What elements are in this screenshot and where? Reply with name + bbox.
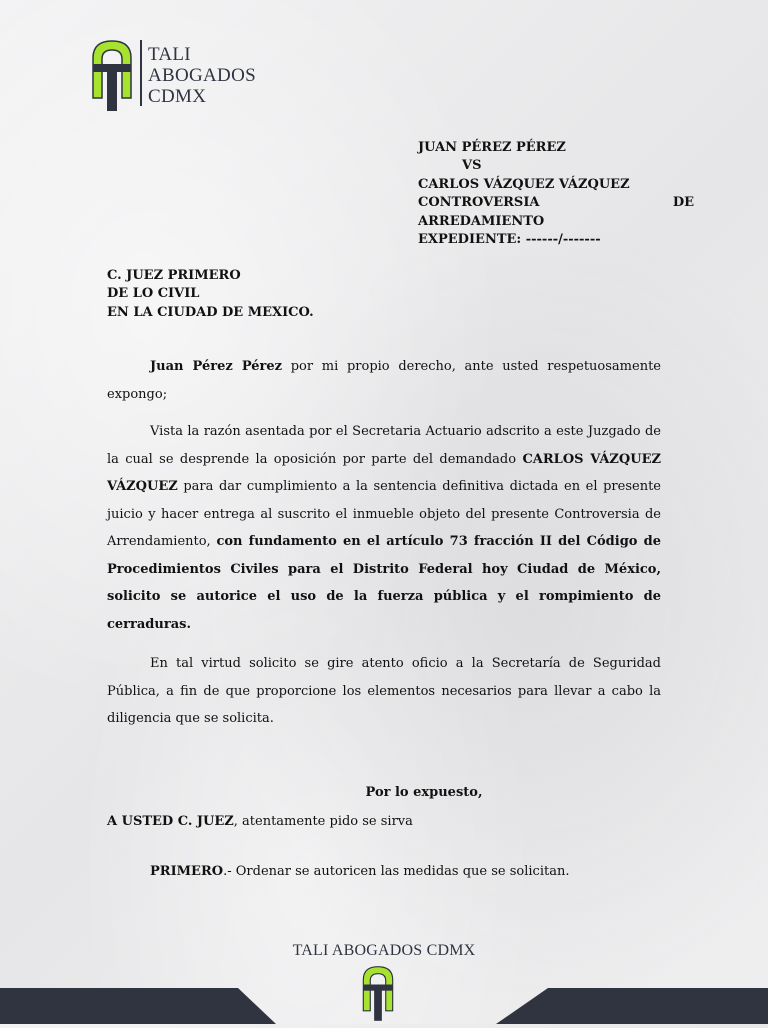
request-defendant: CARLOS VÁZQUEZ VÁZQUEZ bbox=[107, 451, 661, 494]
versus-label: VS bbox=[462, 158, 482, 174]
letterhead-line-2: ABOGADOS bbox=[148, 65, 256, 86]
letterhead-divider bbox=[140, 40, 142, 106]
document-body bbox=[107, 353, 661, 733]
closing-primero bbox=[107, 864, 661, 879]
paragraph-intro bbox=[107, 353, 661, 408]
closing bbox=[107, 785, 661, 879]
addressee bbox=[107, 267, 314, 322]
plaintiff-name: JUAN PÉREZ PÉREZ bbox=[418, 140, 566, 155]
primero-label: PRIMERO bbox=[150, 864, 224, 879]
request-text-a: Vista la razón asentada por el Secretaria Actuario adscrito a este Juzgado de la cual se desprende la oposición por parte del demandado bbox=[107, 424, 661, 467]
case-parties bbox=[418, 139, 694, 249]
closing-expuesto: Por lo expuesto, bbox=[365, 785, 483, 800]
closing-petition-text: , atentamente pido se sirva bbox=[233, 814, 413, 829]
request-legal-basis: con fundamento en el artículo 73 fracción II del Código de Procedimientos Civiles para el Distrito Federal hoy Ciudad de México, solicito se autorice el uso de la fuerza pública y el rompimiento de cerraduras. bbox=[107, 534, 661, 632]
letterhead-line-3: CDMX bbox=[148, 86, 207, 107]
defendant-name: CARLOS VÁZQUEZ VÁZQUEZ bbox=[418, 176, 630, 192]
addressee-line-2: DE LO CIVIL bbox=[107, 286, 200, 302]
closing-judge: A USTED C. JUEZ bbox=[107, 814, 234, 829]
petitioner-name: Juan Pérez Pérez bbox=[150, 359, 283, 374]
letterhead-line-1: TALI bbox=[148, 44, 191, 65]
addressee-line-1: C. JUEZ PRIMERO bbox=[107, 268, 241, 283]
case-type-continued: ARREDAMIENTO bbox=[418, 213, 545, 229]
footer-logo-icon bbox=[361, 964, 395, 1026]
footer-firm-name: TALI ABOGADOS CDMX bbox=[292, 942, 476, 959]
case-type-line bbox=[418, 194, 694, 212]
tali-logo-icon bbox=[90, 38, 134, 116]
request-text-b: para dar cumplimiento a la sentencia definitiva dictada en el presente juicio y hacer entrega al suscrito el inmueble objeto del presente Controversia de Arrendamiento, bbox=[107, 479, 661, 549]
case-type-right: DE bbox=[672, 195, 694, 211]
letterhead-firm-name bbox=[148, 44, 256, 107]
file-number: EXPEDIENTE: ------/------- bbox=[418, 232, 601, 248]
closing-petition bbox=[107, 814, 661, 829]
paragraph-request bbox=[107, 418, 661, 638]
primero-text: .- Ordenar se autoricen las medidas que se solicitan. bbox=[223, 864, 570, 879]
case-type-left: CONTROVERSIA bbox=[418, 195, 540, 211]
paragraph-oficio: En tal virtud solicito se gire atento oficio a la Secretaría de Seguridad Pública, a fin de que proporcione los elementos necesarios para llevar a cabo la diligencia que se solicita. bbox=[107, 656, 661, 726]
addressee-line-3: EN LA CIUDAD DE MEXICO. bbox=[107, 304, 314, 320]
intro-text: por mi propio derecho, ante usted respetuosamente expongo; bbox=[107, 359, 661, 402]
